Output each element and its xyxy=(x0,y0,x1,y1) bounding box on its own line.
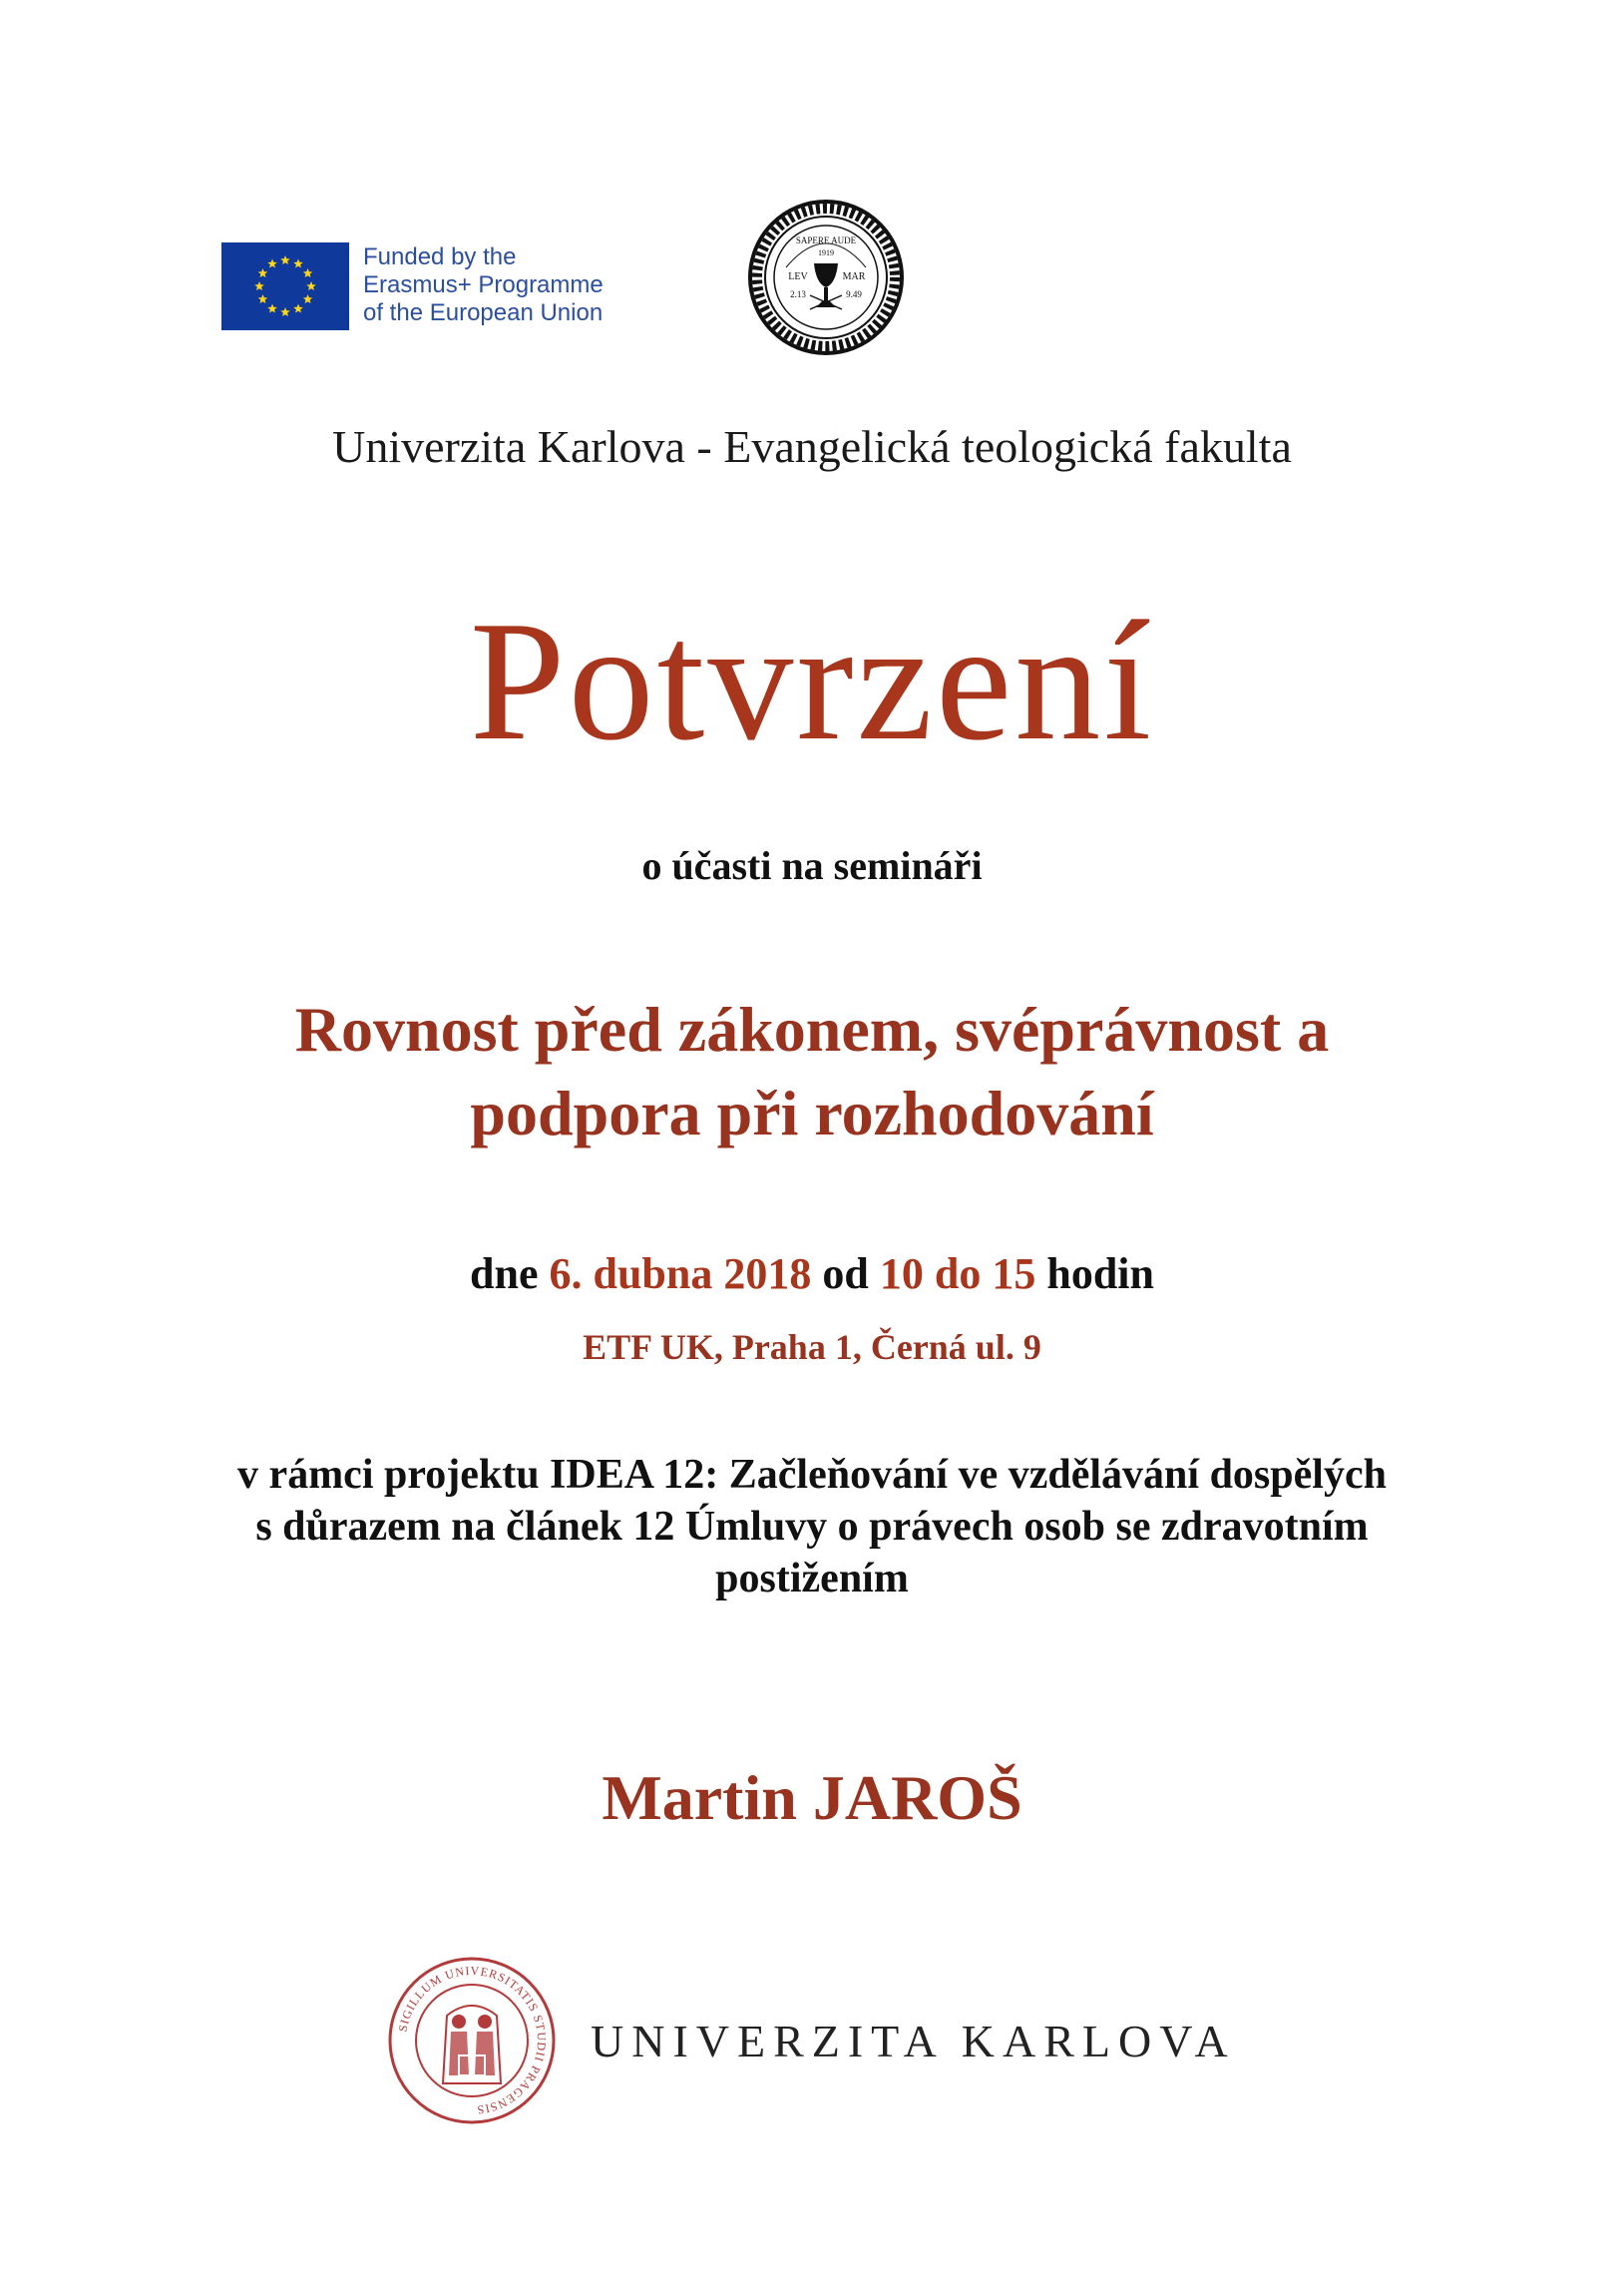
project-line: s důrazem na článek 12 Úmluvy o právech osob se zdravotním xyxy=(255,1504,1369,1550)
seal-lev: LEV xyxy=(788,271,808,282)
eu-star-icon xyxy=(293,304,303,313)
eu-star-icon xyxy=(267,304,277,313)
eu-star-icon xyxy=(267,258,277,267)
date-to-hour: 15 xyxy=(992,1249,1036,1298)
seminar-title-line: podpora při rozhodování xyxy=(470,1078,1154,1148)
eu-funding-line: of the European Union xyxy=(363,299,604,326)
eu-star-icon xyxy=(280,255,290,264)
eu-funding-text xyxy=(363,243,604,327)
seminar-title xyxy=(0,988,1624,1155)
date-prefix: dne xyxy=(470,1249,539,1298)
eu-star-icon xyxy=(254,281,264,290)
seal-motto: SAPERE AUDE xyxy=(795,235,857,245)
seminar-date xyxy=(0,1245,1624,1303)
date-suffix: hodin xyxy=(1046,1249,1154,1298)
seminar-title-line: Rovnost před zákonem, svéprávnost a xyxy=(294,994,1330,1065)
seal-year: 1919 xyxy=(818,248,834,257)
eu-funding-line: Funded by the xyxy=(363,243,517,270)
eu-funding-line: Erasmus+ Programme xyxy=(363,271,604,298)
seal-ref-right: 9.49 xyxy=(846,289,862,299)
project-line: postižením xyxy=(715,1556,909,1601)
seminar-venue: ETF UK, Praha 1, Černá ul. 9 xyxy=(583,1327,1041,1367)
date-from-hour: 10 xyxy=(879,1249,924,1298)
svg-text:SIGILLUM UNIVERSITATIS STUDII xyxy=(396,1964,550,2117)
seal-inscription: SIGILLUM UNIVERSITATIS STUDII PRAGENSIS xyxy=(395,1963,550,2117)
seal-ref-left: 2.13 xyxy=(790,289,806,299)
etf-seal-icon xyxy=(746,198,906,357)
certificate-title: Potvrzení xyxy=(469,587,1155,776)
eu-star-icon xyxy=(258,294,268,303)
eu-star-icon xyxy=(293,258,303,267)
eu-flag-icon xyxy=(221,242,349,330)
faculty-name: Univerzita Karlova - Evangelická teologická fakulta xyxy=(332,421,1292,472)
project-description xyxy=(0,1449,1624,1604)
project-line: v rámci projektu IDEA 12: Začleňování ve vzdělávání dospělých xyxy=(237,1452,1387,1498)
eu-star-icon xyxy=(306,281,316,290)
seal-mar: MAR xyxy=(842,271,866,282)
eu-star-icon xyxy=(303,294,313,303)
eu-star-icon xyxy=(303,268,313,277)
eu-star-icon xyxy=(280,307,290,316)
date-day: 6. dubna 2018 xyxy=(549,1249,812,1298)
participant-name: Martin JAROŠ xyxy=(602,1762,1022,1833)
certificate-subtitle: o účasti na semináři xyxy=(641,843,983,888)
university-wordmark: UNIVERZITA KARLOVA xyxy=(591,2016,1236,2066)
date-to-word: do xyxy=(934,1249,982,1298)
eu-star-icon xyxy=(258,268,268,277)
charles-university-seal-icon xyxy=(387,1956,557,2125)
date-from-word: od xyxy=(822,1249,869,1298)
